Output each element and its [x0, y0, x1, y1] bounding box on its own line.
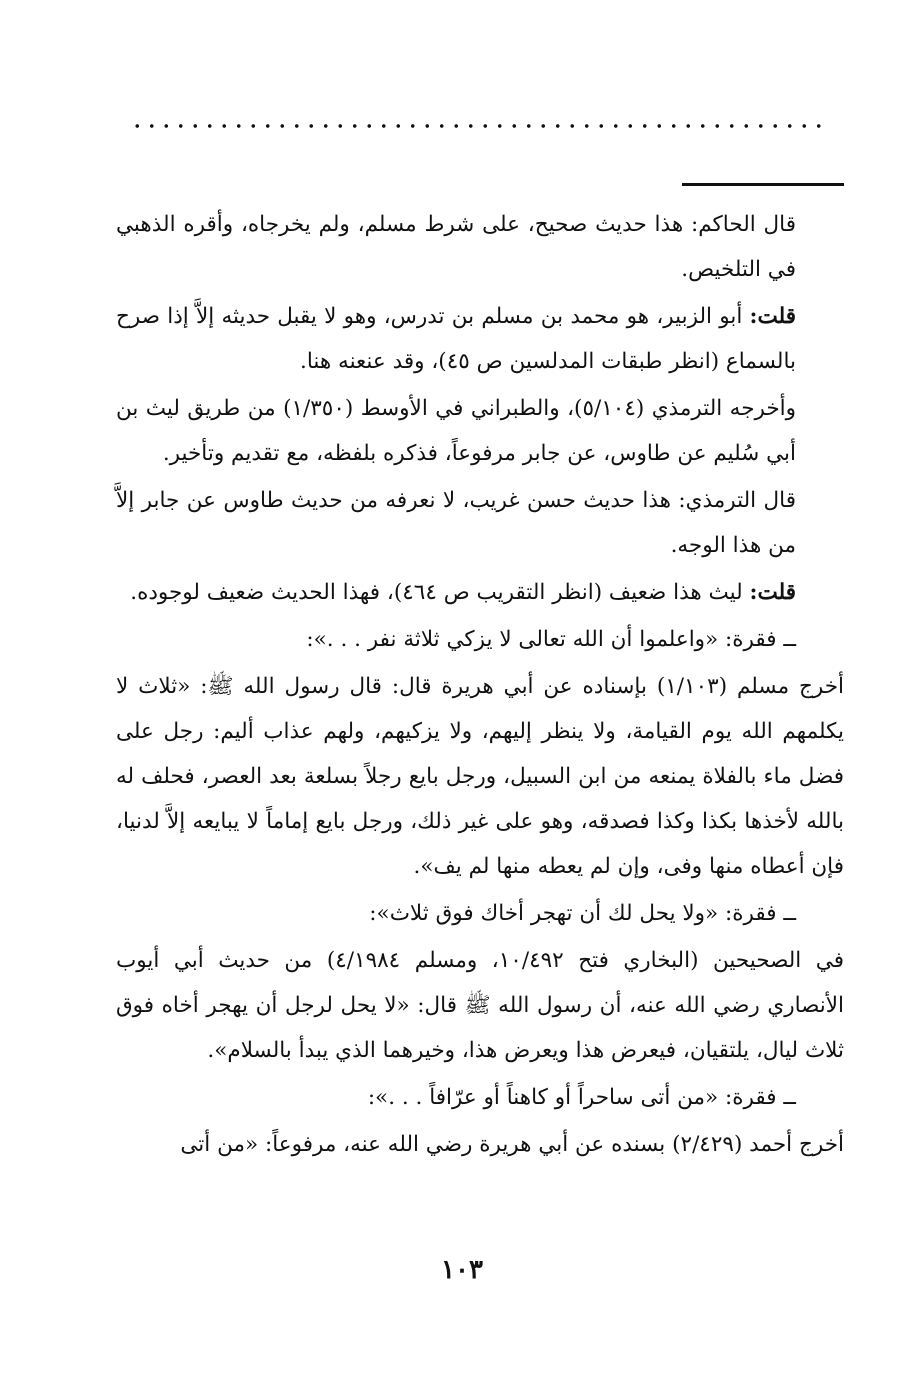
paragraph-layth [116, 570, 844, 615]
paragraph-body: في الصحيحين (البخاري فتح ١٠/٤٩٢، ومسلم ٤/١٩٨٤) من حديث أبي أيوب الأنصاري رضي الله عنه، أن رسول الله ﷺ قال: «لا يحل لرجل أن يهجر أخاه فوق ثلاث ليال، يلتقيان، فيعرض هذا ويعرض هذا، وخيرهما الذي يبدأ بالسلام». [116, 948, 844, 1063]
paragraph-body: ــ فقرة: «من أتى ساحراً أو كاهناً أو عرّافاً . . .»: [367, 1085, 796, 1110]
paragraph-fiqra-thalatha [116, 617, 844, 662]
paragraph-body: قال الترمذي: هذا حديث حسن غريب، لا نعرفه من حديث طاوس عن جابر إلاَّ من هذا الوجه. [116, 488, 796, 558]
paragraph-body: وأخرجه الترمذي (٥/١٠٤)، والطبراني في الأوسط (١/٣٥٠) من طريق ليث بن أبي سُليم عن طاوس، عن جابر مرفوعاً، فذكره بلفظه، مع تقديم وتأخير. [116, 396, 796, 466]
paragraph-fiqra-sahir [116, 1075, 844, 1120]
dotted-separator [130, 120, 830, 132]
paragraph-body: قال الحاكم: هذا حديث صحيح، على شرط مسلم، ولم يخرجاه، وأقره الذهبي في التلخيص. [116, 212, 796, 282]
paragraph-tirmidhi-grading [116, 478, 844, 568]
paragraph-hakim [116, 202, 844, 292]
paragraph-tirmidhi-takhrij [116, 386, 844, 476]
paragraph-abu-zubair [116, 294, 844, 384]
paragraph-lead: قلت: [749, 580, 796, 605]
paragraph-body: أبو الزبير، هو محمد بن مسلم بن تدرس، وهو لا يقبل حديثه إلاَّ إذا صرح بالسماع (انظر طبقات المدلسين ص ٤٥)، وقد عنعنه هنا. [116, 304, 796, 374]
paragraph-fiqra-hajr [116, 891, 844, 936]
paragraph-body: ــ فقرة: «واعلموا أن الله تعالى لا يزكي ثلاثة نفر . . .»: [306, 627, 796, 652]
paragraph-lead: قلت: [749, 304, 796, 329]
paragraph-body: ــ فقرة: «ولا يحل لك أن تهجر أخاك فوق ثلاث»: [369, 901, 796, 926]
paragraph-body: أخرج أحمد (٢/٤٢٩) بسنده عن أبي هريرة رضي الله عنه، مرفوعاً: «من أتى [180, 1132, 844, 1157]
paragraph-ahmad [116, 1122, 844, 1167]
paragraph-body: ليث هذا ضعيف (انظر التقريب ص ٤٦٤)، فهذا الحديث ضعيف لوجوده. [130, 580, 750, 605]
paragraph-body: أخرج مسلم (١/١٠٣) بإسناده عن أبي هريرة قال: قال رسول الله ﷺ: «ثلاث لا يكلمهم الله يوم القيامة، ولا ينظر إليهم، ولا يزكيهم، ولهم عذاب أليم: رجل على فضل ماء بالفلاة يمنعه من ابن السبيل، ورجل بايع رجلاً بسلعة بعد العصر، فحلف له بالله لأخذها بكذا وكذا فصدقه، وهو على غير ذلك، ورجل بايع إماماً لا يبايعه إلاَّ لدنيا، فإن أعطاه منها وفى، وإن لم يعطه منها لم يف». [116, 674, 845, 879]
footnote-text [116, 202, 844, 1169]
footnote-rule [682, 183, 844, 186]
page-number: ١٠٣ [441, 1255, 483, 1285]
paragraph-sahihain [116, 938, 844, 1073]
paragraph-muslim [116, 664, 844, 889]
